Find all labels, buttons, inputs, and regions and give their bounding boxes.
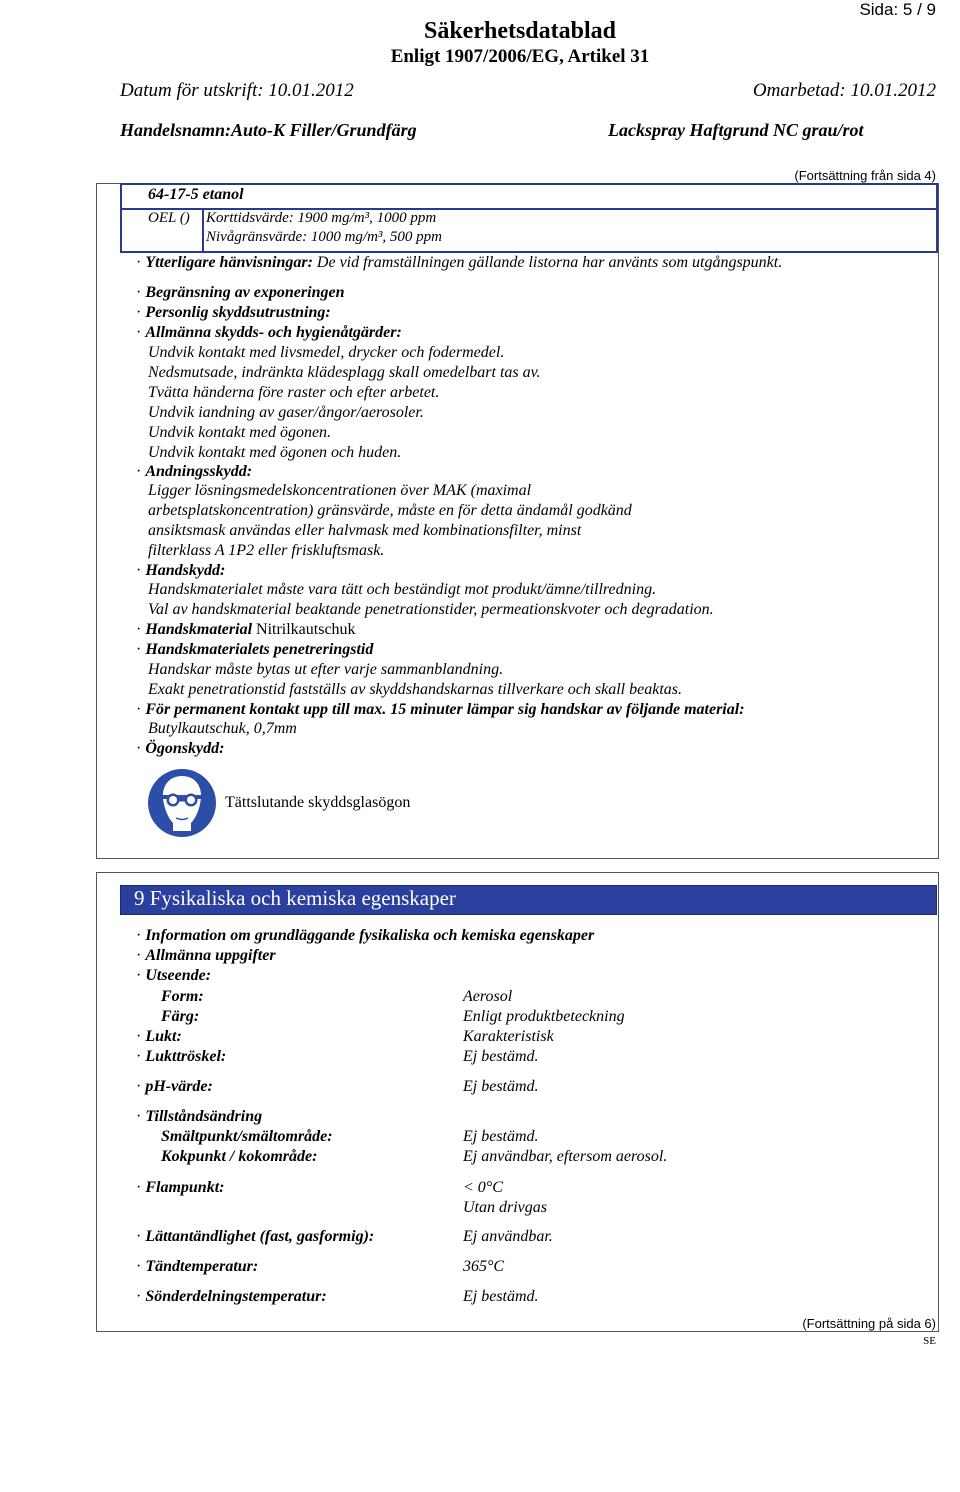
breathing-line: ansiktsmask användas eller halvmask med kombinationsfilter, minst — [148, 522, 582, 539]
further-label: Ytterligare hänvisningar: — [145, 254, 313, 271]
section9-title: 9 Fysikaliska och kemiska egenskaper — [134, 886, 456, 910]
boiling-label: Kokpunkt / kokområde: — [161, 1148, 318, 1165]
hand-line: Val av handskmaterial beaktande penetrationstider, permeationskvoter och degradation. — [148, 601, 714, 618]
penetration-line: Handskar måste bytas ut efter varje sammanblandning. — [148, 661, 504, 678]
product-name: Lackspray Haftgrund NC grau/rot — [608, 120, 864, 140]
flammability-value: Ej användbar. — [463, 1228, 553, 1245]
boiling-value: Ej användbar, eftersom aerosol. — [463, 1148, 668, 1165]
flash-point-value: < 0°C — [463, 1179, 503, 1196]
odor-threshold-label: · Lukttröskel: — [136, 1048, 227, 1065]
ignition-value: 365°C — [463, 1258, 505, 1275]
hygiene-line: Undvik iandning av gaser/ångor/aerosoler. — [148, 404, 424, 421]
info-heading: · Information om grundläggande fysikaliska och kemiska egenskaper — [136, 927, 595, 944]
permanent-contact-heading: · För permanent kontakt upp till max. 15 minuter lämpar sig handskar av följande material: — [136, 701, 745, 718]
appearance-heading: · Utseende: — [136, 967, 212, 984]
hygiene-line: Undvik kontakt med ögonen och huden. — [148, 444, 402, 461]
color-label: Färg: — [161, 1008, 200, 1025]
melting-label: Smältpunkt/smältområde: — [161, 1128, 333, 1145]
oel-substance: 64-17-5 etanol — [148, 186, 244, 203]
eye-protection-text: Tättslutande skyddsglasögon — [225, 794, 411, 811]
exposure-heading: · Begränsning av exponeringen — [136, 284, 345, 301]
further-references: · Ytterligare hänvisningar: De vid framställningen gällande listorna har använts som utgångspunkt. — [136, 254, 783, 271]
revised-date: Omarbetad: 10.01.2012 — [752, 80, 936, 101]
form-label: Form: — [161, 988, 204, 1005]
flash-point-label: · Flampunkt: — [136, 1179, 225, 1196]
hygiene-line: Undvik kontakt med livsmedel, drycker och fodermedel. — [148, 344, 505, 361]
hygiene-line: Tvätta händerna före raster och efter arbetet. — [148, 384, 440, 401]
ph-label: · pH-värde: — [136, 1078, 213, 1095]
breathing-line: Ligger lösningsmedelskoncentrationen över MAK (maximal — [148, 482, 532, 499]
hand-line: Handskmaterialet måste vara tätt och beständigt mot produkt/ämne/tillredning. — [148, 581, 657, 598]
ph-value: Ej bestämd. — [463, 1078, 539, 1095]
decomposition-label: · Sönderdelningstemperatur: — [136, 1288, 327, 1305]
permanent-contact-value: Butylkautschuk, 0,7mm — [148, 720, 297, 737]
flash-point-note: Utan drivgas — [463, 1199, 547, 1216]
penetration-heading: · Handskmaterialets penetreringstid — [136, 641, 374, 658]
hand-heading: · Handskydd: — [136, 562, 226, 579]
odor-value: Karakteristisk — [463, 1028, 554, 1045]
trade-name: Handelsnamn:Auto-K Filler/Grundfärg — [120, 120, 417, 140]
page-number: Sida: 5 / 9 — [859, 0, 936, 19]
continued-from: (Fortsättning från sida 4) — [794, 168, 936, 183]
odor-threshold-value: Ej bestämd. — [463, 1048, 539, 1065]
eye-heading: · Ögonskydd: — [136, 740, 225, 757]
color-value: Enligt produktbeteckning — [463, 1008, 625, 1025]
oel-limit: Nivågränsvärde: 1000 mg/m³, 500 ppm — [206, 229, 443, 245]
document-title: Säkerhetsdatablad — [423, 18, 617, 44]
print-date: Datum för utskrift: 10.01.2012 — [120, 80, 354, 101]
melting-value: Ej bestämd. — [463, 1128, 539, 1145]
breathing-heading: · Andningsskydd: — [136, 463, 253, 480]
document-subtitle: Enligt 1907/2006/EG, Artikel 31 — [390, 46, 650, 67]
decomposition-value: Ej bestämd. — [463, 1288, 539, 1305]
form-value: Aerosol — [463, 988, 513, 1005]
odor-label: · Lukt: — [136, 1028, 182, 1045]
hygiene-line: Nedsmutsade, indränkta klädesplagg skall omedelbart tas av. — [148, 364, 541, 381]
breathing-line: arbetsplatskoncentration) gränsvärde, måste en för detta ändamål godkänd — [148, 502, 632, 519]
general-heading: · Allmänna uppgifter — [136, 947, 276, 964]
hygiene-line: Undvik kontakt med ögonen. — [148, 424, 332, 441]
eye-protection-icon — [147, 768, 217, 838]
state-change-heading: · Tillståndsändring — [136, 1108, 263, 1125]
further-text: De vid framställningen gällande listorna har använts som utgångspunkt. — [316, 254, 783, 271]
oel-short-term: Korttidsvärde: 1900 mg/m³, 1000 ppm — [206, 210, 437, 226]
penetration-line: Exakt penetrationstid fastställs av skyddshandskarnas tillverkare och skall beaktas. — [148, 681, 682, 698]
hygiene-heading: · Allmänna skydds- och hygienåtgärder: — [136, 324, 402, 341]
continued-to: (Fortsättning på sida 6) — [802, 1316, 936, 1331]
oel-label: OEL () — [148, 210, 190, 226]
flammability-label: · Lättantändlighet (fast, gasformig): — [136, 1228, 375, 1245]
language-code: SE — [923, 1335, 936, 1347]
breathing-line: filterklass A 1P2 eller friskluftsmask. — [148, 542, 385, 559]
oel-column-divider — [202, 208, 204, 253]
ppe-heading: · Personlig skyddsutrustning: — [136, 304, 331, 321]
ignition-label: · Tändtemperatur: — [136, 1258, 259, 1275]
glove-material: · Handskmaterial Nitrilkautschuk — [136, 621, 356, 638]
